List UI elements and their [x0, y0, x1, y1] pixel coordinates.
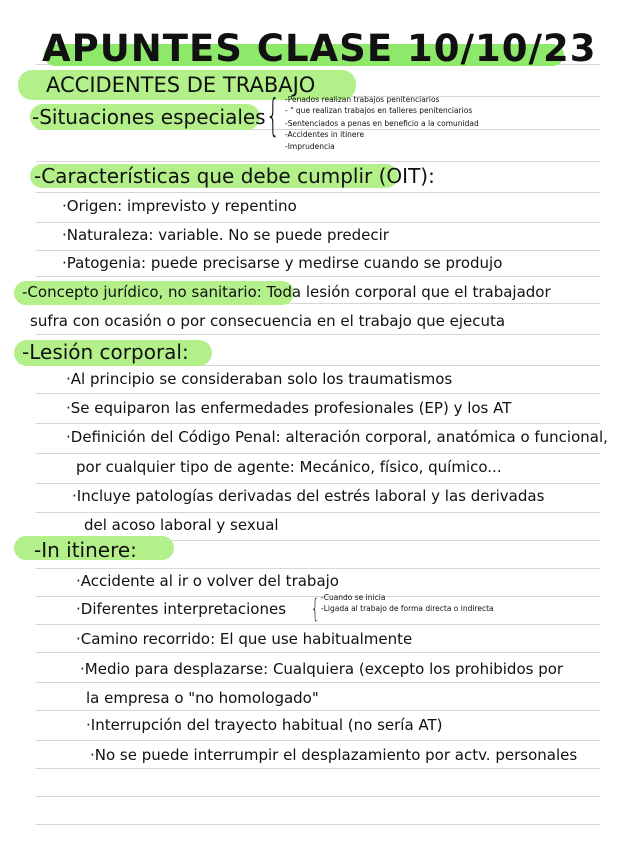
itinere-line: la empresa o "no homologado": [86, 689, 319, 707]
caracteristicas-item: ·Naturaleza: variable. No se puede predecir: [62, 226, 389, 244]
lesion-heading: -Lesión corporal:: [22, 340, 189, 364]
caracteristicas-item: ·Origen: imprevisto y repentino: [62, 197, 297, 215]
lesion-line: ·Definición del Código Penal: alteración corporal, anatómica o funcional,: [66, 428, 608, 446]
concepto-line: -Concepto jurídico, no sanitario: Toda lesión corporal que el trabajador: [22, 283, 551, 301]
interpretaciones-note: -Ligada al trabajo de forma directa o indirecta: [321, 604, 494, 613]
lesion-line: por cualquier tipo de agente: Mecánico, físico, químico...: [76, 458, 502, 476]
situaciones-note: -Accidentes in itinere: [285, 130, 365, 139]
situaciones-note: -Sentenciados a penas en beneficio a la comunidad: [285, 119, 479, 128]
caracteristicas-heading: -Características que debe cumplir (OIT):: [34, 164, 435, 188]
interpretaciones-brace: {: [311, 594, 320, 624]
page-title: APUNTES CLASE 10/10/23: [42, 27, 597, 70]
itinere-line: ·No se puede interrumpir el desplazamiento por actv. personales: [90, 746, 578, 764]
lesion-line: ·Al principio se consideraban solo los traumatismos: [66, 370, 453, 388]
itinere-line: ·Diferentes interpretaciones: [76, 600, 287, 618]
situaciones-brace: {: [266, 90, 280, 141]
lesion-line: del acoso laboral y sexual: [84, 516, 279, 534]
caracteristicas-item: ·Patogenia: puede precisarse y medirse cuando se produjo: [62, 254, 503, 272]
page-subtitle: ACCIDENTES DE TRABAJO: [46, 73, 316, 97]
situaciones-note: - " que realizan trabajos en talleres penitenciarios: [285, 106, 473, 115]
itinere-line: ·Camino recorrido: El que use habitualmente: [76, 630, 413, 648]
itinere-line: ·Accidente al ir o volver del trabajo: [76, 572, 339, 590]
itinere-line: ·Medio para desplazarse: Cualquiera (excepto los prohibidos por: [80, 660, 564, 678]
itinere-heading: -In itinere:: [34, 538, 137, 562]
situaciones-note: -Imprudencia: [285, 142, 335, 151]
interpretaciones-note: -Cuando se inicia: [321, 593, 386, 602]
situaciones-heading: -Situaciones especiales: [32, 105, 266, 129]
concepto-line: sufra con ocasión o por consecuencia en el trabajo que ejecuta: [30, 312, 506, 330]
lesion-line: ·Se equiparon las enfermedades profesionales (EP) y los AT: [66, 399, 512, 417]
lesion-line: ·Incluye patologías derivadas del estrés laboral y las derivadas: [72, 487, 545, 505]
itinere-line: ·Interrupción del trayecto habitual (no sería AT): [86, 716, 443, 734]
situaciones-note: -Penados realizan trabajos penitenciarios: [285, 95, 440, 104]
